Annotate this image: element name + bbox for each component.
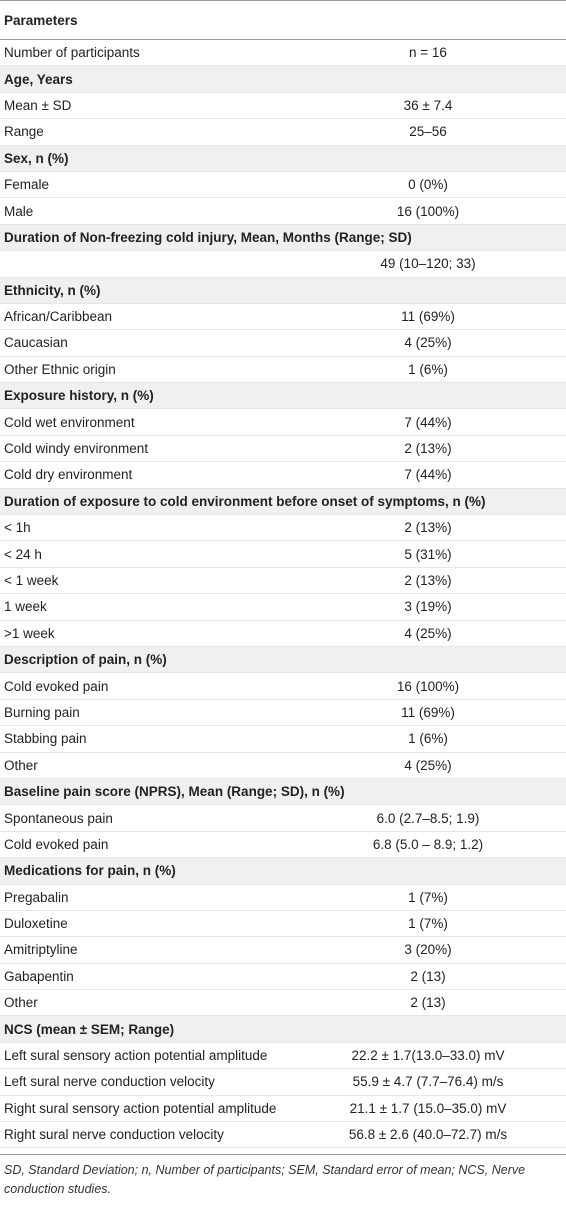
row-label: Duloxetine [4, 916, 68, 932]
table-row [0, 515, 566, 541]
row-label: Right sural sensory action potential amplitude [4, 1100, 277, 1116]
row-label: Left sural sensory action potential amplitude [4, 1048, 268, 1064]
table-row [0, 1122, 566, 1148]
row-label: Caucasian [4, 335, 68, 351]
section-row [0, 489, 566, 515]
row-value: 4 (25%) [404, 757, 452, 773]
row-label: Cold dry environment [4, 467, 133, 483]
row-value: 2 (13%) [404, 573, 452, 588]
row-value: 6.8 (5.0 – 8.9; 1.2) [372, 836, 484, 852]
table-row [0, 93, 566, 119]
row-label: Spontaneous pain [4, 810, 113, 826]
row-label: < 24 h [4, 546, 42, 562]
row-label: Range [4, 124, 44, 140]
header-parameters: Parameters [4, 12, 78, 28]
table-footnote: SD, Standard Deviation; n, Number of participants; SEM, Standard error of mean; NCS, Nerve conduction studies. [4, 1163, 526, 1196]
row-value: 49 (10–120; 33) [380, 256, 476, 272]
row-label: African/Caribbean [4, 309, 113, 325]
table-header [0, 1, 566, 39]
table-row [0, 621, 566, 647]
row-value: 22.2 ± 1.7(13.0–33.0) mV [351, 1048, 505, 1064]
row-value: 16 (100%) [396, 678, 460, 694]
row-label: Amitriptyline [4, 942, 78, 958]
row-value: 11 (69%) [401, 309, 455, 325]
row-value: n = 16 [409, 45, 447, 61]
row-label: Left sural nerve conduction velocity [4, 1074, 215, 1090]
table-row [0, 462, 566, 488]
row-label: Burning pain [4, 704, 80, 720]
table-row [0, 40, 566, 66]
row-value: 1 (7%) [408, 916, 448, 932]
table-row [0, 568, 566, 594]
row-label: < 1 week [4, 573, 59, 588]
table-row [0, 541, 566, 567]
section-row [0, 858, 566, 884]
section-row [0, 225, 566, 251]
row-value: 55.9 ± 4.7 (7.7–76.4) m/s [352, 1074, 504, 1090]
row-label: >1 week [4, 625, 55, 641]
row-value: 7 (44%) [404, 414, 452, 430]
table-row [0, 832, 566, 858]
section-row [0, 647, 566, 673]
row-value: 7 (44%) [404, 467, 452, 483]
row-value: 5 (31%) [404, 546, 452, 562]
table-row [0, 304, 566, 330]
section-label: Description of pain, n (%) [4, 652, 167, 668]
table-row [0, 330, 566, 356]
row-value: 2 (13) [410, 995, 446, 1011]
row-value: 36 ± 7.4 [403, 97, 453, 113]
row-value: 2 (13%) [404, 441, 452, 457]
row-value: 1 (6%) [408, 731, 448, 747]
row-value: 6.0 (2.7–8.5; 1.9) [376, 810, 480, 826]
row-value: 1 (6%) [408, 361, 448, 377]
row-value: 21.1 ± 1.7 (15.0–35.0) mV [349, 1100, 507, 1116]
row-value: 3 (19%) [404, 599, 452, 615]
table-row [0, 357, 566, 383]
table-row [0, 1043, 566, 1069]
row-label: Gabapentin [4, 968, 74, 984]
table-row [0, 251, 566, 277]
row-label: < 1h [4, 520, 31, 536]
table-row [0, 937, 566, 963]
section-row [0, 1016, 566, 1042]
row-label: Pregabalin [4, 889, 69, 905]
table-body [0, 40, 566, 1148]
row-value: 2 (13) [410, 968, 446, 984]
section-label: Duration of exposure to cold environment before onset of symptoms, n (%) [4, 493, 486, 509]
table-row [0, 594, 566, 620]
row-value: 11 (69%) [401, 704, 455, 720]
section-label: Baseline pain score (NPRS), Mean (Range; SD), n (%) [4, 784, 345, 800]
row-value: 25–56 [409, 124, 447, 140]
table-row [0, 964, 566, 990]
row-value: 1 (7%) [408, 889, 448, 905]
table-row [0, 885, 566, 911]
section-row [0, 779, 566, 805]
row-value: 4 (25%) [404, 625, 452, 641]
table-row [0, 119, 566, 145]
row-label: Other [4, 757, 38, 773]
row-label: Other Ethnic origin [4, 361, 116, 377]
table-row [0, 1069, 566, 1095]
section-row [0, 66, 566, 92]
row-label: Cold evoked pain [4, 678, 109, 694]
row-label: 1 week [4, 599, 47, 615]
table-row [0, 911, 566, 937]
table-row [0, 409, 566, 435]
section-row [0, 278, 566, 304]
section-label: NCS (mean ± SEM; Range) [4, 1021, 175, 1037]
row-label: Cold windy environment [4, 441, 149, 457]
row-value: 0 (0%) [408, 177, 448, 193]
table-row [0, 198, 566, 224]
section-label: Medications for pain, n (%) [4, 863, 176, 879]
row-label: Male [4, 203, 34, 219]
row-value: 16 (100%) [396, 203, 460, 219]
row-value: 3 (20%) [404, 942, 452, 958]
section-label: Duration of Non-freezing cold injury, Mean, Months (Range; SD) [4, 229, 412, 245]
section-label: Sex, n (%) [4, 150, 69, 166]
section-label: Exposure history, n (%) [4, 388, 154, 404]
section-label: Age, Years [4, 71, 73, 87]
row-label: Mean ± SD [4, 97, 72, 113]
table-row [0, 673, 566, 699]
row-value: 56.8 ± 2.6 (40.0–72.7) m/s [348, 1127, 508, 1143]
row-label: Right sural nerve conduction velocity [4, 1127, 224, 1143]
section-row [0, 146, 566, 172]
row-label: Stabbing pain [4, 731, 87, 747]
table-row [0, 726, 566, 752]
table-row [0, 700, 566, 726]
row-label: Female [4, 177, 50, 193]
table-row [0, 1096, 566, 1122]
row-label: Cold wet environment [4, 414, 135, 430]
table-row [0, 753, 566, 779]
row-value: 2 (13%) [404, 520, 452, 536]
table-row [0, 172, 566, 198]
table-row [0, 436, 566, 462]
section-row [0, 383, 566, 409]
row-label: Number of participants [4, 45, 140, 61]
table-row [0, 805, 566, 831]
section-label: Ethnicity, n (%) [4, 282, 101, 298]
row-label: Other [4, 995, 38, 1011]
row-label: Cold evoked pain [4, 836, 109, 852]
row-value: 4 (25%) [404, 335, 452, 351]
table-row [0, 990, 566, 1016]
